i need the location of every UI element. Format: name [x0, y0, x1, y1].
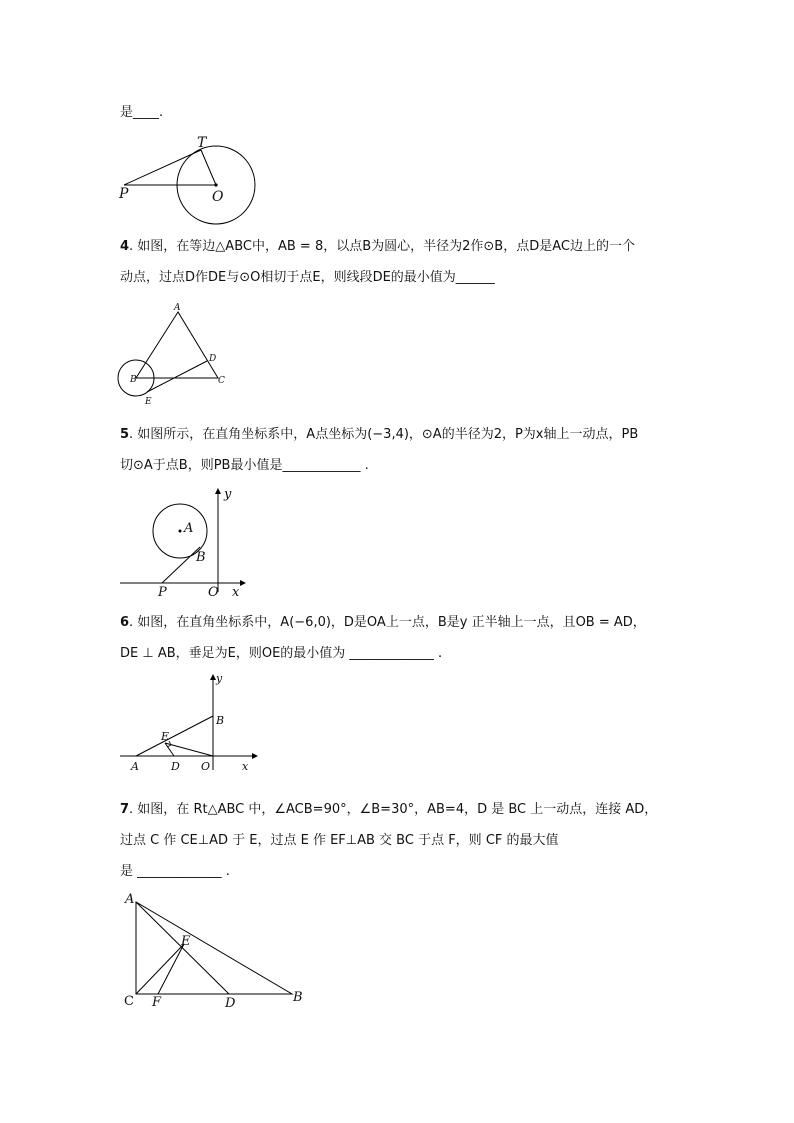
- question-7-line-2: [120, 832, 559, 850]
- label-o: O: [201, 760, 211, 773]
- segment-ef: [158, 944, 184, 994]
- question-number: 5: [120, 427, 130, 442]
- label-p: P: [119, 186, 129, 202]
- label-e: E: [161, 730, 170, 743]
- question-7-line-1: [120, 801, 657, 819]
- label-c: C: [124, 994, 134, 1009]
- label-e: E: [145, 397, 152, 407]
- question-6-line-2: [120, 645, 442, 663]
- label-d: D: [171, 760, 180, 773]
- label-f: F: [152, 995, 162, 1010]
- question-text: 是 _____________ .: [120, 864, 230, 879]
- figure-axes-triangle: [112, 670, 262, 774]
- question-number: 7: [120, 802, 130, 817]
- label-a: A: [174, 303, 181, 313]
- question-7-line-3: [120, 863, 230, 881]
- question-text: . 如图，在 Rt△ABC 中，∠ACB=90°，∠B=30°，AB=4，D 是 BC 上一动点，连接 AD，: [129, 802, 658, 817]
- label-o: O: [208, 585, 219, 600]
- triangle-abc: [136, 902, 292, 994]
- label-e: E: [181, 934, 191, 949]
- question-text: . 如图，在直角坐标系中，A(−6,0)，D是OA上一点，B是y 正半轴上一点，且OB = AD，: [129, 615, 646, 630]
- label-x: x: [242, 760, 249, 773]
- figure-coordinate-circle: [112, 484, 252, 600]
- x-axis-arrow: [240, 580, 246, 586]
- label-b: B: [196, 550, 206, 565]
- label-b: B: [130, 375, 137, 385]
- label-x: x: [232, 585, 240, 600]
- question-6-line-1: [120, 614, 646, 632]
- question-5-line-2: [120, 457, 369, 475]
- label-d: D: [225, 996, 236, 1011]
- triangle-abc: [136, 312, 218, 378]
- label-o: O: [212, 189, 224, 205]
- question-text: DE ⊥ AB，垂足为E，则OE的最小值为 _____________ .: [120, 646, 443, 661]
- question-text: 切⊙A于点B，则PB最小值是____________ .: [120, 458, 369, 473]
- segment-ab: [136, 716, 213, 756]
- question-text: . 如图所示，在直角坐标系中，A点坐标为(−3,4)，⊙A的半径为2，P为x轴上一动点，PB: [129, 427, 639, 442]
- question-number: 4: [120, 239, 130, 254]
- segment-pb: [162, 547, 200, 583]
- question-text: 过点 C 作 CE⊥AD 于 E，过点 E 作 EF⊥AB 交 BC 于点 F，则 CF 的最大值: [120, 833, 559, 848]
- segment-to: [201, 150, 216, 185]
- answer-text: 是____.: [120, 105, 164, 120]
- label-y: y: [216, 672, 223, 685]
- figure-tangent-circle: [112, 130, 272, 230]
- label-b: B: [293, 990, 303, 1005]
- label-p: P: [158, 585, 167, 600]
- question-4-line-1: [120, 238, 635, 256]
- segment-ce: [136, 944, 184, 994]
- label-c: C: [218, 376, 225, 386]
- label-a: A: [184, 521, 194, 536]
- question-4-line-2: [120, 269, 495, 287]
- label-t: T: [197, 135, 207, 151]
- label-a: A: [125, 892, 135, 907]
- y-axis-arrow: [215, 488, 221, 494]
- figure-equilateral-triangle: [112, 298, 242, 410]
- segment-pt: [124, 150, 201, 185]
- label-d: D: [209, 354, 217, 364]
- center-point: [179, 530, 182, 533]
- label-a: A: [131, 760, 139, 773]
- question-text: . 如图，在等边△ABC中，AB = 8，以点B为圆心，半径为2作⊙B，点D是AC边上的一个: [129, 239, 635, 254]
- label-b: B: [216, 714, 225, 727]
- figure-right-triangle: [112, 886, 312, 1014]
- question-5-line-1: [120, 426, 638, 444]
- question-number: 6: [120, 615, 130, 630]
- label-y: y: [224, 487, 232, 502]
- question-text: 动点，过点D作DE与⊙O相切于点E，则线段DE的最小值为______: [120, 270, 495, 285]
- answer-line: [120, 104, 163, 122]
- segment-de: [147, 361, 207, 392]
- x-axis-arrow: [252, 753, 258, 759]
- center-point: [214, 183, 217, 186]
